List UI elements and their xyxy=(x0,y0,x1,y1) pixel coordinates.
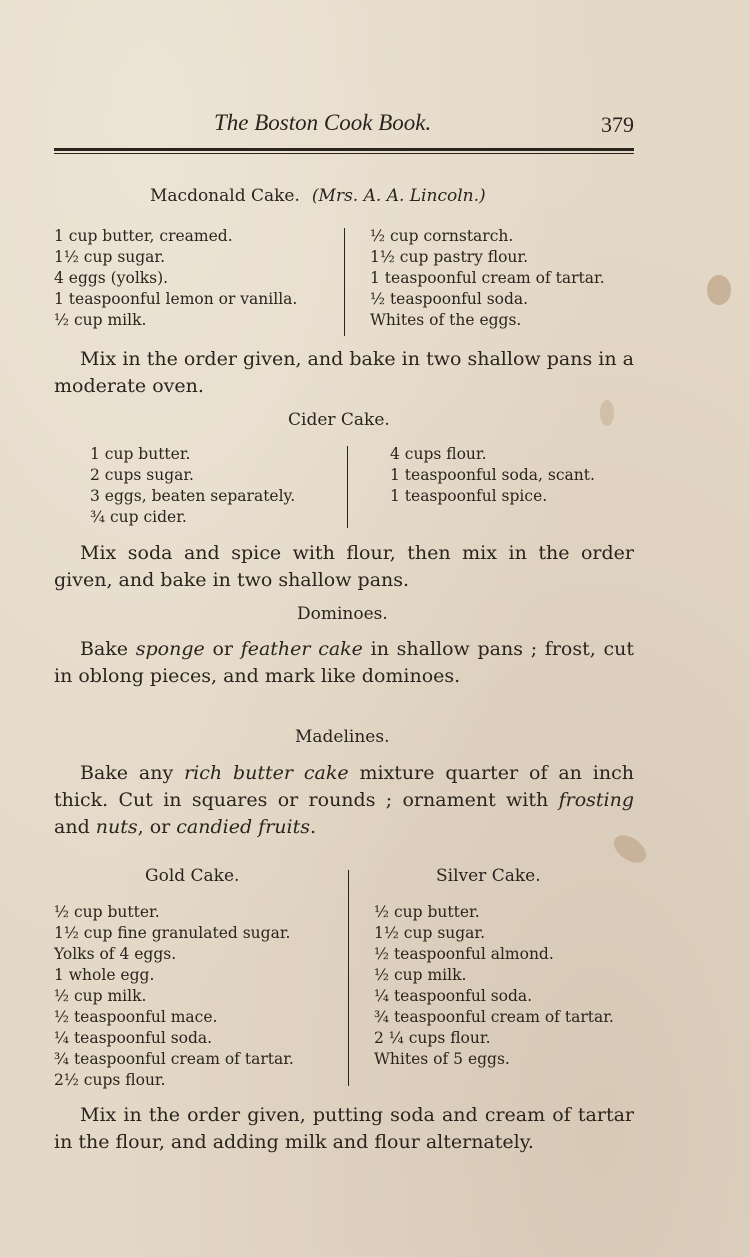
ingredient: ½ cup milk. xyxy=(54,987,147,1005)
header-rule-thin xyxy=(54,153,634,154)
ingredient: Yolks of 4 eggs. xyxy=(54,945,177,963)
ingredient: Whites of 5 eggs. xyxy=(374,1050,510,1068)
column-divider xyxy=(347,446,348,528)
ingredient: ½ cup cornstarch. xyxy=(370,227,514,245)
instructions-madelines: Bake any rich butter cake mixture quarter of an inch thick. Cut in squares or rounds ; ornament with frosting and nuts, or candied fruits. xyxy=(54,762,634,838)
ingredient: 1 teaspoonful soda, scant. xyxy=(390,466,595,484)
column-divider xyxy=(344,228,345,336)
instructions-cider: Mix soda and spice with flour, then mix in the order given, and bake in two shallow pans. xyxy=(54,542,634,591)
recipe-title-gold: Gold Cake. xyxy=(145,866,240,886)
ingredient: 1 whole egg. xyxy=(54,966,155,984)
instructions-gold-silver: Mix in the order given, putting soda and cream of tartar in the flour, and adding milk and flour alternately. xyxy=(54,1104,634,1153)
ingredient: ¾ teaspoonful cream of tartar. xyxy=(54,1050,294,1068)
recipe-title-macdonald: Macdonald Cake. (Mrs. A. A. Lincoln.) xyxy=(150,186,486,206)
recipe-title-dominoes: Dominoes. xyxy=(297,604,388,624)
ingredient: ½ cup milk. xyxy=(54,311,147,329)
recipe-title-madelines: Madelines. xyxy=(295,727,390,747)
ingredient: Whites of the eggs. xyxy=(370,311,522,329)
ingredient: 4 cups flour. xyxy=(390,445,487,463)
ingredient: 2 ¼ cups flour. xyxy=(374,1029,491,1047)
page-stain xyxy=(600,400,614,426)
ingredients-right-cider xyxy=(390,444,595,507)
ingredient: 4 eggs (yolks). xyxy=(54,269,169,287)
recipe-title-silver: Silver Cake. xyxy=(436,866,541,886)
ingredient: 2½ cups flour. xyxy=(54,1071,166,1089)
ingredient: 1 teaspoonful cream of tartar. xyxy=(370,269,605,287)
ingredient: ¾ cup cider. xyxy=(90,508,187,526)
ingredient: ¾ teaspoonful cream of tartar. xyxy=(374,1008,614,1026)
ingredient: 3 eggs, beaten separately. xyxy=(90,487,296,505)
ingredient: 2 cups sugar. xyxy=(90,466,194,484)
ingredient: 1 cup butter. xyxy=(90,445,191,463)
ingredient: ½ cup milk. xyxy=(374,966,467,984)
running-title: The Boston Cook Book. xyxy=(214,110,432,135)
header-rule xyxy=(54,148,634,151)
page-stain xyxy=(707,275,731,305)
running-header xyxy=(54,110,634,146)
ingredient: ¼ teaspoonful soda. xyxy=(54,1029,213,1047)
ingredients-left-macdonald xyxy=(54,226,297,331)
ingredient: 1½ cup pastry flour. xyxy=(370,248,529,266)
page-number: 379 xyxy=(601,112,634,137)
instructions-macdonald: Mix in the order given, and bake in two shallow pans in a moderate oven. xyxy=(54,348,634,397)
ingredient: ½ cup butter. xyxy=(374,903,480,921)
ingredients-right-macdonald xyxy=(370,226,605,331)
ingredients-silver xyxy=(374,902,614,1070)
ingredient: ½ cup butter. xyxy=(54,903,160,921)
ingredient: ½ teaspoonful mace. xyxy=(54,1008,218,1026)
column-divider xyxy=(348,870,349,1086)
ingredient: ¼ teaspoonful soda. xyxy=(374,987,533,1005)
ingredients-left-cider xyxy=(90,444,295,528)
ingredient: 1½ cup sugar. xyxy=(54,248,166,266)
ingredient: 1 teaspoonful lemon or vanilla. xyxy=(54,290,298,308)
recipe-title-cider: Cider Cake. xyxy=(288,410,390,430)
ingredient: ½ teaspoonful almond. xyxy=(374,945,554,963)
ingredients-gold xyxy=(54,902,294,1091)
ingredient: ½ teaspoonful soda. xyxy=(370,290,529,308)
ingredient: 1 cup butter, creamed. xyxy=(54,227,233,245)
recipe-attribution: (Mrs. A. A. Lincoln.) xyxy=(311,186,486,206)
instructions-dominoes: Bake sponge or feather cake in shallow pans ; frost, cut in oblong pieces, and mark like dominoes. xyxy=(54,638,634,687)
ingredient: 1½ cup sugar. xyxy=(374,924,486,942)
ingredient: 1½ cup fine granulated sugar. xyxy=(54,924,291,942)
ingredient: 1 teaspoonful spice. xyxy=(390,487,548,505)
